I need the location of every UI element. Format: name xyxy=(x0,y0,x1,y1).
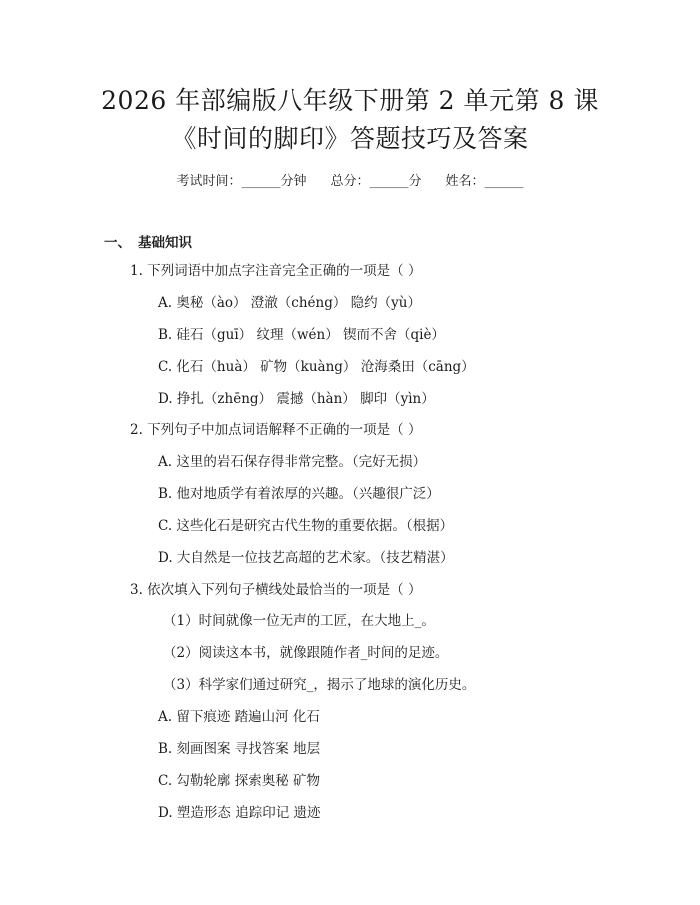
question-1-option-d: D. 挣扎（zhēng） 震撼（hàn） 脚印（yìn） xyxy=(158,391,435,407)
question-3-option-c: C. 勾勒轮廓 探索奥秘 矿物 xyxy=(158,773,321,789)
section-number: 一、 xyxy=(104,235,131,251)
section-heading xyxy=(104,231,192,251)
question-3-sentence-1: （1）时间就像一位无声的工匠，在大地上_。 xyxy=(163,613,435,629)
page-title-line2: 《时间的脚印》答题技巧及答案 xyxy=(171,124,529,153)
student-name: 姓名：______ xyxy=(445,174,524,189)
question-3-option-b: B. 刻画图案 寻找答案 地层 xyxy=(158,741,321,757)
exam-time: 考试时间：______分钟 xyxy=(176,174,307,189)
question-3-option-a: A. 留下痕迹 踏遍山河 化石 xyxy=(158,709,320,725)
question-3-sentence-3: （3）科学家们通过研究_，揭示了地球的演化历史。 xyxy=(163,677,476,693)
question-1-option-a: A. 奥秘（ào） 澄澈（chéng） 隐约（yù） xyxy=(158,295,421,311)
total-score: 总分：______分 xyxy=(330,174,422,189)
page-title-line1: 2026 年部编版八年级下册第 2 单元第 8 课 xyxy=(101,86,599,115)
question-2-stem: 2. 下列句子中加点词语解释不正确的一项是（ ） xyxy=(130,422,422,438)
section-title: 基础知识 xyxy=(138,235,192,251)
exam-info xyxy=(0,170,700,189)
question-3-option-d: D. 塑造形态 追踪印记 遗迹 xyxy=(158,805,321,821)
question-2-option-c: C. 这些化石是研究古代生物的重要依据。（根据） xyxy=(158,518,454,534)
question-2-option-d: D. 大自然是一位技艺高超的艺术家。（技艺精湛） xyxy=(158,550,454,566)
question-3-sentence-2: （2）阅读这本书，就像跟随作者_时间的足迹。 xyxy=(163,645,449,661)
question-2-option-b: B. 他对地质学有着浓厚的兴趣。（兴趣很广泛） xyxy=(158,486,440,502)
question-1-option-c: C. 化石（huà） 矿物（kuàng） 沧海桑田（cāng） xyxy=(158,359,475,375)
question-1-stem: 1. 下列词语中加点字注音完全正确的一项是（ ） xyxy=(130,263,422,279)
question-2-option-a: A. 这里的岩石保存得非常完整。（完好无损） xyxy=(158,454,427,470)
question-1-option-b: B. 硅石（guī） 纹理（wén） 锲而不舍（qiè） xyxy=(158,327,445,343)
question-3-stem: 3. 依次填入下列句子横线处最恰当的一项是（ ） xyxy=(130,582,422,598)
